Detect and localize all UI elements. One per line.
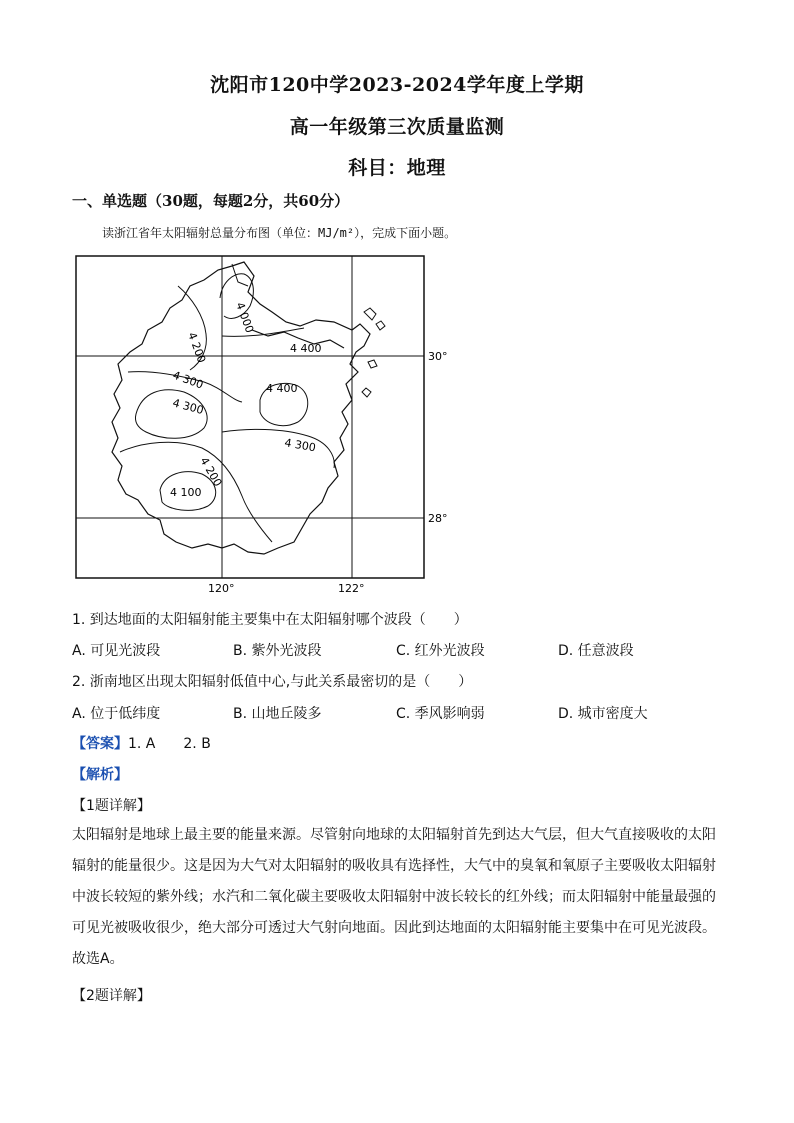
contour-label: 4 300 [283, 436, 317, 455]
explanation-line: 辐射的能量很少。这是因为大气对太阳辐射的吸收具有选择性，大气中的臭氧和氧原子主要吸收太阳辐射 [72, 858, 716, 874]
latitude-label-30: 30° [428, 350, 448, 363]
contour-label: 4 300 [171, 396, 206, 418]
exam-title: 沈阳市120中学2023-2024学年度上学期 [210, 74, 584, 96]
q2-detail-heading: 【2题详解】 [72, 988, 151, 1004]
longitude-label-122: 122° [338, 582, 365, 595]
longitude-label-120: 120° [208, 582, 235, 595]
question-intro: 读浙江省年太阳辐射总量分布图（单位：MJ/m²），完成下面小题。 [102, 226, 457, 240]
answer-text: 1. A 2. B [128, 736, 211, 752]
question-2-option-a: A. 位于低纬度 [72, 706, 161, 722]
answer-line [72, 733, 211, 753]
contour-label: 4 000 [233, 300, 257, 335]
contour-label: 4 300 [170, 368, 206, 392]
explanation-line: 中波长较短的紫外线；水汽和二氧化碳主要吸收太阳辐射中波长较长的红外线；而太阳辐射中能量最强的 [72, 889, 716, 905]
section-heading: 一、单选题（30题，每题2分，共60分） [72, 192, 350, 210]
answer-label: 【答案】 [72, 736, 128, 752]
question-1-option-c: C. 红外光波段 [396, 643, 485, 659]
q1-explanation [72, 820, 722, 975]
question-2-option-b: B. 山地丘陵多 [233, 706, 322, 722]
map-figure [72, 252, 472, 597]
question-1-option-a: A. 可见光波段 [72, 643, 161, 659]
question-2-option-d: D. 城市密度大 [558, 706, 648, 722]
question-1-stem: 1. 到达地面的太阳辐射能主要集中在太阳辐射哪个波段（ ） [72, 612, 468, 628]
islands [362, 308, 385, 397]
question-1-option-d: D. 任意波段 [558, 643, 634, 659]
latitude-label-28: 28° [428, 512, 448, 525]
question-1-option-b: B. 紫外光波段 [233, 643, 322, 659]
explanation-line: 故选A。 [72, 951, 124, 967]
contour-label: 4 200 [197, 455, 225, 489]
contour-label: 4 400 [266, 382, 298, 395]
contour-label: 4 200 [185, 330, 209, 365]
solar-radiation-map [72, 252, 472, 597]
subject-title: 科目：地理 [348, 157, 446, 179]
map-frame [76, 256, 424, 578]
analysis-label: 【解析】 [72, 767, 128, 783]
question-2-option-c: C. 季风影响弱 [396, 706, 485, 722]
explanation-line: 太阳辐射是地球上最主要的能量来源。尽管射向地球的太阳辐射首先到达大气层，但大气直接吸收的太阳 [72, 827, 716, 843]
contour-label: 4 400 [290, 342, 322, 355]
exam-subtitle: 高一年级第三次质量监测 [289, 116, 505, 138]
question-2-stem: 2. 浙南地区出现太阳辐射低值中心,与此关系最密切的是（ ） [72, 674, 473, 690]
explanation-line: 可见光被吸收很少，绝大部分可透过大气射向地面。因此到达地面的太阳辐射能主要集中在可见光波段。 [72, 920, 716, 936]
q1-detail-heading: 【1题详解】 [72, 798, 151, 814]
contour-label: 4 100 [170, 486, 202, 499]
contour-4300-east [222, 429, 334, 468]
